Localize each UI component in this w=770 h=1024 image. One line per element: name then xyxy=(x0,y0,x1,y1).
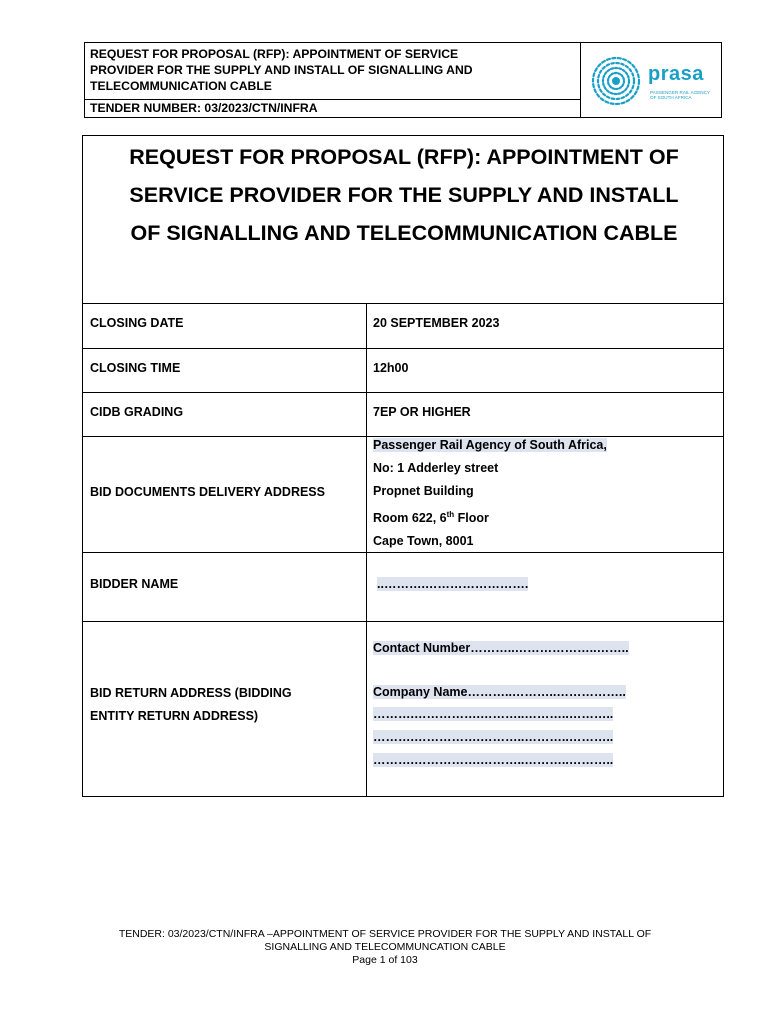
address-line-building: Propnet Building xyxy=(373,484,474,498)
prasa-logo xyxy=(588,53,716,109)
address-line-city: Cape Town, 8001 xyxy=(373,534,474,549)
closing-time-value: 12h00 xyxy=(373,361,409,375)
logo-text: prasa xyxy=(648,63,704,85)
address-room-text: Room 622, 6 xyxy=(373,511,447,526)
cidb-grading-label: CIDB GRADING xyxy=(90,405,184,419)
rfp-title-line: SERVICE PROVIDER FOR THE SUPPLY AND INSTALL xyxy=(129,183,679,207)
footer-line: TENDER: 03/2023/CTN/INFRA –APPOINTMENT OF SERVICE PROVIDER FOR THE SUPPLY AND INSTALL OF xyxy=(118,928,652,940)
row-closing-date xyxy=(83,304,723,349)
contact-number-field[interactable]: Contact Number………..………………..…….. xyxy=(373,641,629,655)
rfp-title-cell xyxy=(83,136,723,304)
closing-date-value: 20 SEPTEMBER 2023 xyxy=(373,316,500,330)
delivery-address-value xyxy=(373,434,607,553)
closing-date-label: CLOSING DATE xyxy=(90,316,184,330)
header-tender-number: TENDER NUMBER: 03/2023/CTN/INFRA xyxy=(85,99,580,117)
row-bidder-name xyxy=(83,553,723,622)
bidder-name-field[interactable] xyxy=(377,573,528,595)
address-floor-sup: th xyxy=(446,510,455,519)
address-dots-line[interactable]: ……….…………….………..………..……….. xyxy=(373,730,614,744)
page-footer xyxy=(60,928,710,967)
prasa-swirl-logo-icon xyxy=(590,55,642,107)
row-return-address xyxy=(83,622,723,796)
address-dots-line[interactable]: ……….…………….………..………..……….. xyxy=(373,707,614,721)
address-floor-suffix: Floor xyxy=(454,511,489,526)
return-address-label xyxy=(90,682,292,728)
header-title-line: REQUEST FOR PROPOSAL (RFP): APPOINTMENT OF SERVICE xyxy=(90,47,459,61)
header-title-line: TELECOMMUNICATION CABLE xyxy=(90,79,272,93)
rfp-table xyxy=(82,135,724,797)
address-dots-line[interactable]: ……….…………….………..………..……….. xyxy=(373,753,614,767)
row-cidb-grading xyxy=(83,393,723,437)
return-address-fields xyxy=(373,637,629,772)
header-title-cell xyxy=(85,43,581,117)
row-delivery-address xyxy=(83,437,723,553)
address-line-room xyxy=(373,503,607,530)
bidder-name-dots: ..……….……………………. xyxy=(377,577,529,591)
logo-subtitle-line: OF SOUTH AFRICA xyxy=(650,95,692,100)
header-title-line: PROVIDER FOR THE SUPPLY AND INSTALL OF SIGNALLING AND xyxy=(90,63,473,77)
logo-subtitle xyxy=(650,90,710,100)
page-number: Page 1 of 103 xyxy=(352,954,418,966)
return-address-label-line: BID RETURN ADDRESS (BIDDING xyxy=(90,686,292,700)
closing-time-label: CLOSING TIME xyxy=(90,361,181,375)
address-line-agency: Passenger Rail Agency of South Africa, xyxy=(373,438,607,452)
company-name-field[interactable]: Company Name………..………..…………….. xyxy=(373,685,626,699)
cidb-grading-value: 7EP OR HIGHER xyxy=(373,405,471,419)
rfp-title xyxy=(91,138,717,252)
rfp-title-line: OF SIGNALLING AND TELECOMMUNICATION CABLE xyxy=(130,221,678,245)
header-title xyxy=(90,46,578,94)
bidder-name-label: BIDDER NAME xyxy=(90,577,179,591)
footer-line: SIGNALLING AND TELECOMMUNCATION CABLE xyxy=(264,941,506,953)
return-address-label-line: ENTITY RETURN ADDRESS) xyxy=(90,709,259,723)
delivery-address-label: BID DOCUMENTS DELIVERY ADDRESS xyxy=(90,485,325,499)
document-header xyxy=(84,42,722,118)
row-closing-time xyxy=(83,349,723,393)
address-line-street: No: 1 Adderley street xyxy=(373,461,499,475)
rfp-title-line: REQUEST FOR PROPOSAL (RFP): APPOINTMENT OF xyxy=(129,145,679,169)
logo-subtitle-line: PASSENGER RAIL AGENCY xyxy=(650,90,710,95)
